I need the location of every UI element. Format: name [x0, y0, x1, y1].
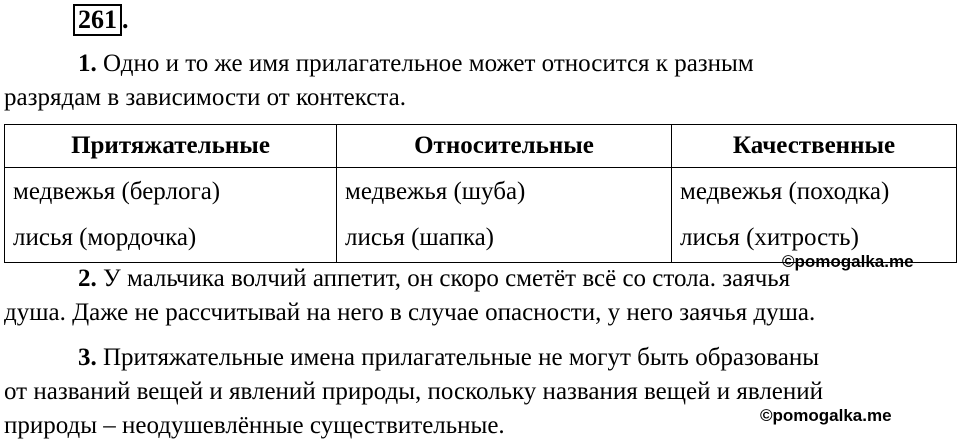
- task-number-box: 261: [73, 4, 122, 36]
- watermark-bottom: ©pomogalka.me: [760, 406, 892, 425]
- header-qualitative: Качественные: [672, 125, 957, 168]
- point-2-line-1: [4, 262, 954, 296]
- task-number-dot: .: [122, 5, 129, 34]
- point-3-line-2: от названий вещей и явлений природы, поскольку названия вещей и явлений: [4, 378, 824, 405]
- cell-relative-example-2: лисья (шапка): [345, 224, 495, 251]
- header-relative: Относительные: [337, 125, 672, 168]
- cell-possessive: [5, 168, 337, 263]
- watermark-top: ©pomogalka.me: [782, 252, 914, 271]
- point-1-text-1: Одно и то же имя прилагательное может относится к разным: [103, 50, 754, 77]
- point-3-line-3: природы – неодушевлённые существительные.: [4, 412, 505, 439]
- cell-qualitative: [672, 168, 957, 263]
- cell-relative-example-1: медвежья (шуба): [345, 178, 526, 205]
- point-2-number: 2.: [78, 265, 97, 292]
- header-possessive: Притяжательные: [5, 125, 337, 168]
- point-2-text-1: У мальчика волчий аппетит, он скоро сметёт всё со стола. заячья: [103, 265, 791, 292]
- cell-relative: [337, 168, 672, 263]
- point-1-number: 1.: [78, 50, 97, 77]
- point-3-paragraph: [4, 341, 954, 443]
- table-header-row: [5, 125, 957, 168]
- point-1-paragraph: [4, 47, 954, 115]
- point-2-paragraph: [4, 262, 954, 330]
- cell-qualitative-example-2: лисья (хитрость): [680, 224, 859, 251]
- table-row: [5, 168, 957, 263]
- adjective-categories-table: [4, 124, 957, 263]
- point-3-text-1: Притяжательные имена прилагательные не могут быть образованы: [103, 344, 820, 371]
- cell-possessive-example-2: лисья (мордочка): [13, 224, 197, 251]
- cell-possessive-example-1: медвежья (берлога): [13, 178, 221, 205]
- point-3-number: 3.: [78, 344, 97, 371]
- cell-qualitative-example-1: медвежья (походка): [680, 178, 890, 205]
- task-number: [73, 4, 129, 35]
- point-1-line-2: разрядам в зависимости от контекста.: [4, 84, 406, 111]
- point-2-line-2: душа. Даже не рассчитывай на него в случае опасности, у него заячья душа.: [4, 299, 816, 326]
- point-1-line-1: [4, 47, 954, 81]
- point-3-line-1: [4, 341, 954, 375]
